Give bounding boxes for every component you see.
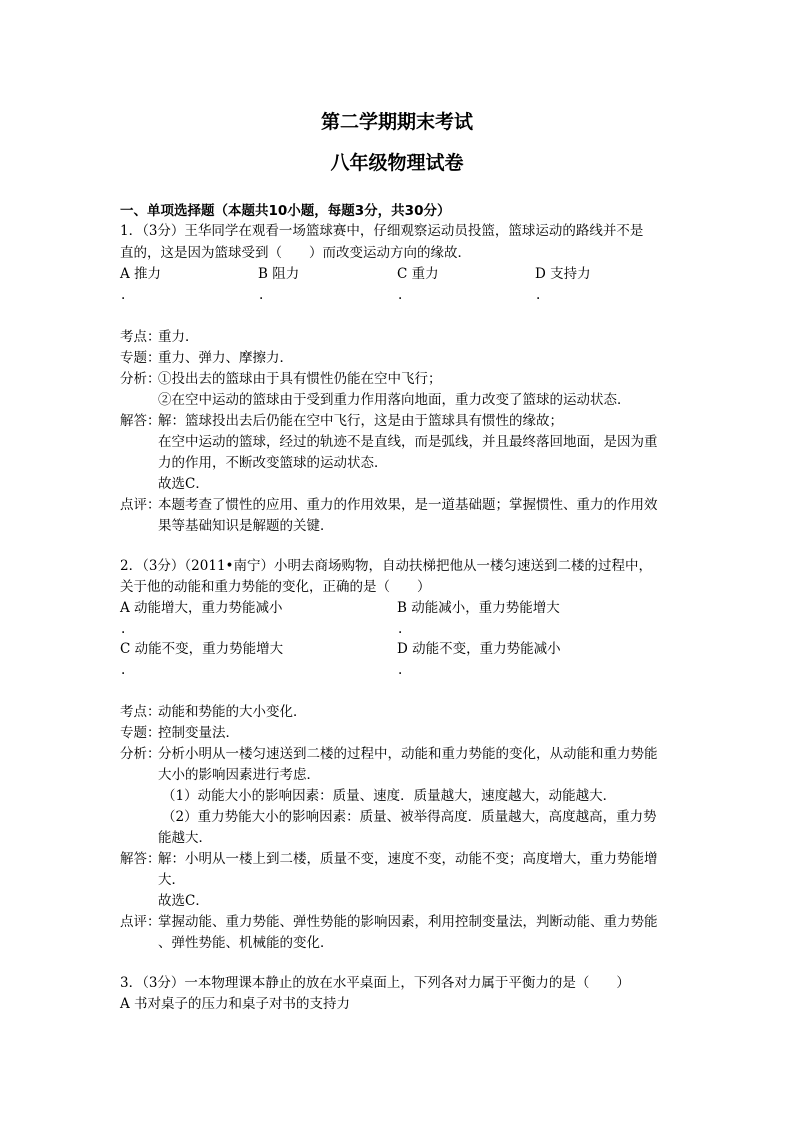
q2-option-b-dot: .: [398, 621, 403, 637]
q2-fenxi-label: 分析：: [120, 746, 161, 762]
q2-fenxi-4: （2）重力势能大小的影响因素：质量、被举得高度．质量越大，高度越高，重力势: [162, 809, 657, 825]
q1-option-c: C 重力: [397, 266, 439, 282]
q2-dianping-label: 点评：: [120, 914, 161, 930]
q1-option-b: B 阻力: [258, 266, 300, 282]
q1-fenxi-2: ②在空中运动的篮球由于受到重力作用落向地面，重力改变了篮球的运动状态．: [158, 392, 631, 408]
q1-kaodian-label: 考点：: [120, 329, 161, 345]
q2-kaodian: 动能和势能的大小变化．: [158, 704, 307, 720]
q1-option-a-dot: .: [121, 287, 126, 303]
q1-option-c-dot: .: [398, 287, 403, 303]
q1-jieda-label: 解答：: [120, 413, 161, 429]
exam-subtitle: 八年级物理试卷: [330, 152, 464, 174]
q3-option-a: A 书对桌子的压力和桌子对书的支持力: [120, 996, 351, 1012]
q1-stem-line2: 直的，这是因为篮球受到（ ）而改变运动方向的缘故．: [120, 245, 471, 261]
q1-zhuanti: 重力、弹力、摩擦力．: [158, 350, 293, 366]
q2-option-d: D 动能不变，重力势能减小: [397, 641, 561, 657]
q2-fenxi-1: 分析小明从一楼匀速送到二楼的过程中，动能和重力势能的变化，从动能和重力势能: [158, 746, 658, 762]
section-heading: 一、单项选择题（本题共10小题，每题3分，共30分）: [120, 203, 451, 219]
q2-zhuanti: 控制变量法．: [158, 725, 239, 741]
q2-fenxi-3: （1）动能大小的影响因素：质量、速度．质量越大，速度越大，动能越大．: [162, 788, 617, 804]
q1-option-b-dot: .: [259, 287, 264, 303]
q1-fenxi-1: ①投出去的篮球由于具有惯性仍能在空中飞行；: [158, 371, 442, 387]
q2-jieda-1: 解：小明从一楼上到二楼，质量不变，速度不变，动能不变；高度增大，重力势能增: [158, 851, 658, 867]
q2-stem-line2: 关于他的动能和重力势能的变化，正确的是（ ）: [120, 579, 431, 595]
q2-jieda-3: 故选C．: [158, 893, 209, 909]
q2-option-a-dot: .: [121, 621, 126, 637]
q2-fenxi-5: 能越大．: [158, 830, 212, 846]
q1-jieda-4: 故选C．: [158, 476, 209, 492]
q3-stem-line1: 3．（3分）一本物理课本静止的放在水平桌面上，下列各对力属于平衡力的是（ ）: [120, 975, 630, 991]
q2-stem-line1: 2．（3分）（2011•南宁）小明去商场购物，自动扶梯把他从一楼匀速送到二楼的过程中，: [120, 558, 652, 574]
q2-jieda-2: 大．: [158, 872, 185, 888]
q1-jieda-1: 解：篮球投出去后仍能在空中飞行，这是由于篮球具有惯性的缘故；: [158, 413, 563, 429]
q1-option-d-dot: .: [536, 287, 541, 303]
q1-zhuanti-label: 专题：: [120, 350, 161, 366]
q1-stem-line1: 1．（3分）王华同学在观看一场篮球赛中，仔细观察运动员投篮，篮球运动的路线并不是: [120, 223, 644, 239]
q1-dianping-1: 本题考查了惯性的应用、重力的作用效果，是一道基础题；掌握惯性、重力的作用效: [158, 497, 658, 513]
q2-option-c-dot: .: [121, 662, 126, 678]
q2-dianping-1: 掌握动能、重力势能、弹性势能的影响因素，利用控制变量法，判断动能、重力势能: [158, 914, 658, 930]
q1-option-a: A 推力: [120, 266, 162, 282]
exam-title: 第二学期期末考试: [320, 111, 473, 133]
q2-kaodian-label: 考点：: [120, 704, 161, 720]
q1-dianping-label: 点评：: [120, 497, 161, 513]
q1-kaodian: 重力．: [158, 329, 199, 345]
q2-jieda-label: 解答：: [120, 851, 161, 867]
q2-zhuanti-label: 专题：: [120, 725, 161, 741]
q2-option-c: C 动能不变，重力势能增大: [120, 641, 284, 657]
q2-option-d-dot: .: [398, 662, 403, 678]
q2-fenxi-2: 大小的影响因素进行考虑．: [158, 767, 320, 783]
q1-jieda-3: 力的作用，不断改变篮球的运动状态．: [158, 455, 388, 471]
q1-fenxi-label: 分析：: [120, 371, 161, 387]
q2-dianping-2: 、弹性势能、机械能的变化．: [158, 935, 334, 951]
q2-option-b: B 动能减小，重力势能增大: [397, 600, 560, 616]
q2-option-a: A 动能增大，重力势能减小: [120, 600, 283, 616]
q1-option-d: D 支持力: [535, 266, 591, 282]
q1-jieda-2: 在空中运动的篮球，经过的轨迹不是直线，而是弧线，并且最终落回地面，是因为重: [158, 434, 658, 450]
q1-dianping-2: 果等基础知识是解题的关键．: [158, 518, 334, 534]
